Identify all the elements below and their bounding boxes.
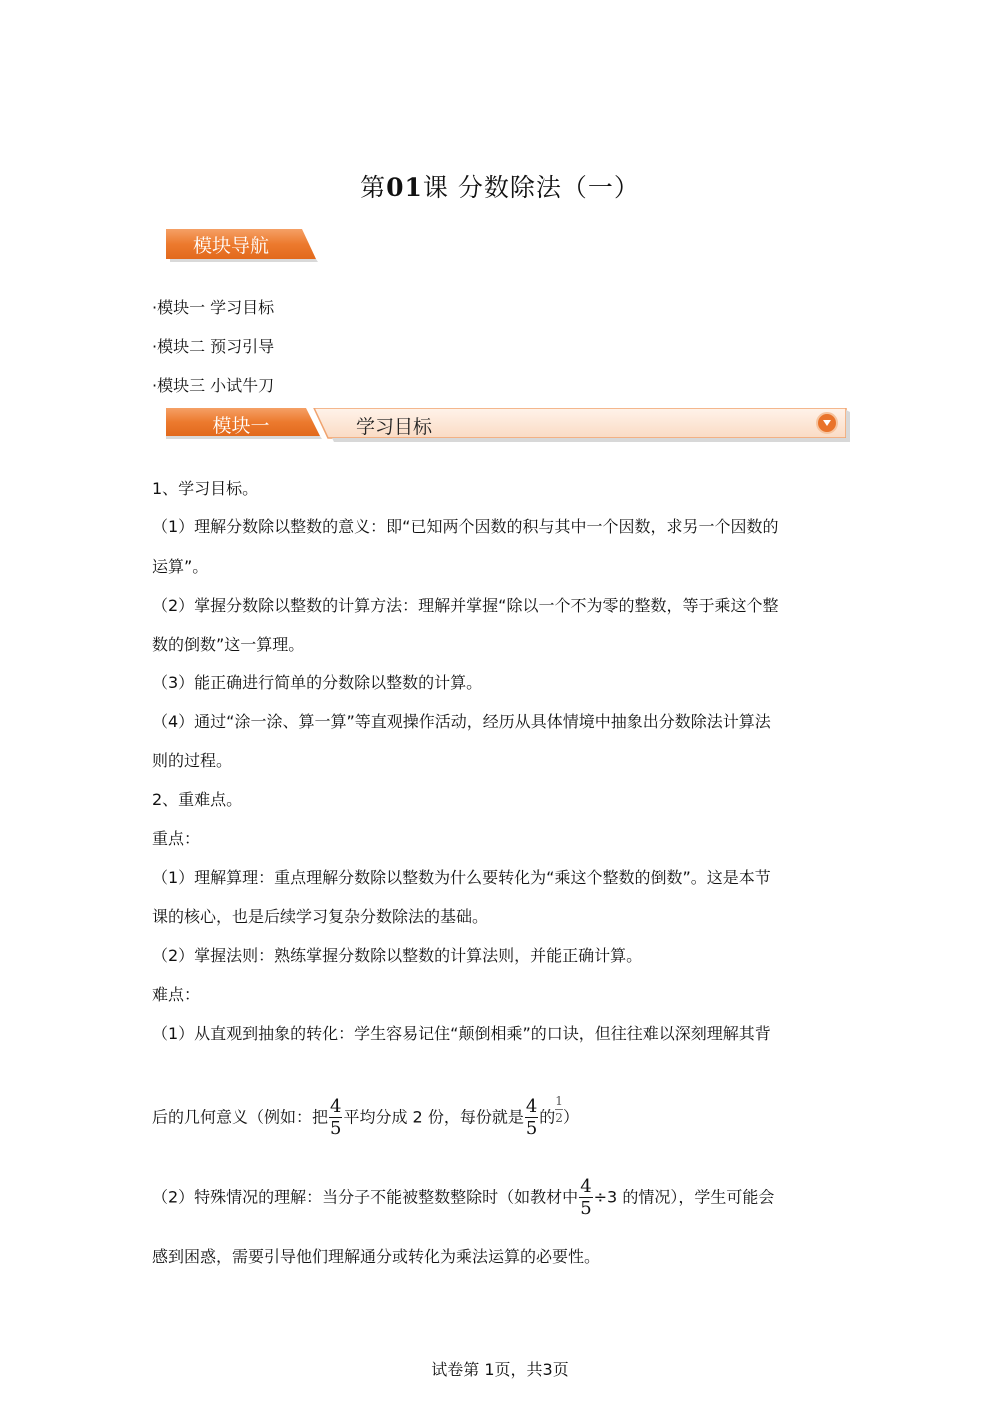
subheading-difficult: 难点： — [152, 985, 201, 1004]
collapse-arrow-icon[interactable] — [816, 412, 838, 434]
paragraph-line-with-fractions: 后的几何意义（例如：把 $\frac{4}{5}$ 平均分成 2 份，每份就是 $\frac{4}{5}$ 的 $\frac{1}{2}$ ） — [152, 1094, 579, 1139]
paragraph-line: 课的核心，也是后续学习复杂分数除法的基础。 — [152, 907, 489, 926]
paragraph-line: （1）理解分数除以整数的意义：即“已知两个因数的积与其中一个因数，求另一个因数的 — [152, 517, 779, 536]
paragraph-line: 运算”。 — [152, 557, 209, 576]
paragraph-line: 数的倒数”这一算理。 — [152, 635, 305, 654]
paragraph-line: （1）从直观到抽象的转化：学生容易记住“颠倒相乘”的口诀，但往往难以深刻理解其背 — [152, 1024, 771, 1043]
nav-item-module-2[interactable]: ·模块二 预习引导 — [152, 337, 275, 356]
fraction: $\frac{4}{5}$ — [580, 1176, 592, 1219]
page-title: 第01课 分数除法（一） — [360, 173, 640, 202]
paragraph-line-with-fraction: （2）特殊情况的理解：当分子不能被整数整除时（如教材中 $\frac{4}{5}$ ÷3 的情况），学生可能会 — [152, 1176, 775, 1219]
paragraph-line: （2）掌握分数除以整数的计算方法：理解并掌握“除以一个不为零的整数，等于乘这个整 — [152, 596, 779, 615]
paragraph-line: （3）能正确进行简单的分数除以整数的计算。 — [152, 673, 483, 692]
paragraph-line: 感到困惑，需要引导他们理解通分或转化为乘法运算的必要性。 — [152, 1247, 601, 1266]
module-name: 学习目标 — [356, 416, 433, 438]
module-nav-tab — [166, 229, 316, 261]
nav-item-module-1[interactable]: ·模块一 学习目标 — [152, 298, 275, 317]
module-nav-label: 模块导航 — [192, 235, 269, 257]
page-footer: 试卷第 1页，共3页 — [431, 1360, 569, 1379]
paragraph-line: （4）通过“涂一涂、算一算”等直观操作活动，经历从具体情境中抽象出分数除法计算法 — [152, 712, 771, 731]
nav-item-module-3[interactable]: ·模块三 小试牛刀 — [152, 376, 275, 395]
paragraph-line: （1）理解算理：重点理解分数除以整数为什么要转化为“乘这个整数的倒数”。这是本节 — [152, 868, 771, 887]
paragraph-line: 则的过程。 — [152, 751, 233, 770]
fraction: $\frac{4}{5}$ — [330, 1096, 342, 1139]
module-header-bar — [166, 408, 852, 442]
paragraph-line: （2）掌握法则：熟练掌握分数除以整数的计算法则，并能正确计算。 — [152, 946, 643, 965]
fraction: $\frac{4}{5}$ — [525, 1096, 538, 1139]
fraction-small: $\frac{1}{2}$ — [555, 1094, 563, 1125]
module-label: 模块一 — [212, 415, 270, 437]
section-heading-goals: 1、学习目标。 — [152, 479, 259, 498]
subheading-key: 重点： — [152, 829, 201, 848]
section-heading-key-points: 2、重难点。 — [152, 790, 243, 809]
